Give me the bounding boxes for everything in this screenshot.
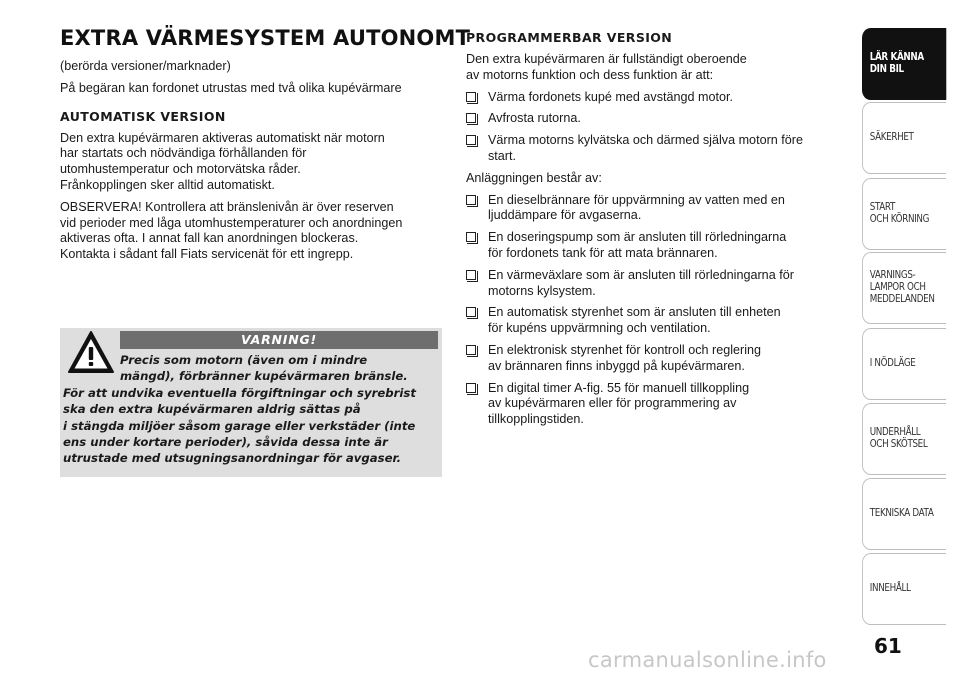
- checkbox-bullet-icon: [466, 307, 476, 317]
- list-item: Värma motorns kylvätska och därmed själva motorn före start.: [466, 133, 850, 165]
- list-item: En värmeväxlare som är ansluten till rörledningarna för motorns kylsystem.: [466, 268, 850, 300]
- intro-affected-versions: (berörda versioner/marknader): [60, 59, 231, 73]
- tab-tekniska-data[interactable]: TEKNISKA DATA: [862, 478, 946, 550]
- automatic-paragraph: Den extra kupévärmaren aktiveras automatiskt när motorn har startats och nödvändiga förhållanden för utomhustemperatur och motorvätska råder. Frånkopplingen sker alltid automatiskt.: [60, 130, 385, 192]
- warning-line-2: mängd), förbränner kupévärmaren bränsle.: [120, 369, 408, 384]
- page-title: EXTRA VÄRMESYSTEM AUTONOMT: [60, 26, 471, 50]
- list-item: En digital timer A-fig. 55 för manuell tillkoppling av kupévärmaren eller för programmering av tillkopplingstiden.: [466, 381, 850, 428]
- function-list: [466, 90, 850, 165]
- checkbox-bullet-icon: [466, 113, 476, 123]
- warning-rest: För att undvika eventuella förgiftningar och syrebrist ska den extra kupévärmaren aldrig sättas på i stängda miljöer såsom garage eller verkstäder (inte ens under kortare perioder), såvida dessa inte är utrustade med utsugningsanordningar för avgaser.: [63, 385, 416, 466]
- tab-underhall-och-skotsel[interactable]: UNDERHÅLL OCH SKÖTSEL: [862, 403, 946, 475]
- warning-line-1: Precis som motorn (även om i mindre: [120, 353, 368, 367]
- checkbox-bullet-icon: [466, 270, 476, 280]
- checkbox-bullet-icon: [466, 232, 476, 242]
- list-item: En elektronisk styrenhet för kontroll och reglering av brännaren finns inbyggd på kupévärmaren.: [466, 343, 850, 375]
- tab-innehall[interactable]: INNEHÅLL: [862, 553, 946, 625]
- list-item: En automatisk styrenhet som är ansluten till enheten för kupéns uppvärmning och ventilation.: [466, 305, 850, 337]
- warning-text: [63, 352, 441, 467]
- list-item: Värma fordonets kupé med avstängd motor.: [466, 90, 850, 106]
- programmable-intro: Den extra kupévärmaren är fullständigt oberoende av motorns funktion och dess funktion är att:: [466, 52, 747, 82]
- watermark: carmanualsonline.info: [588, 648, 827, 672]
- checkbox-bullet-icon: [466, 92, 476, 102]
- section-heading-automatic: AUTOMATISK VERSION: [60, 108, 226, 124]
- checkbox-bullet-icon: [466, 383, 476, 393]
- page-number: 61: [874, 634, 902, 658]
- warning-banner: VARNING!: [120, 331, 438, 349]
- tab-i-nodlage[interactable]: I NÖDLÄGE: [862, 328, 946, 400]
- tab-start-och-korning[interactable]: START OCH KÖRNING: [862, 178, 946, 250]
- components-list: [466, 193, 850, 428]
- chapter-sidebar: [862, 0, 960, 677]
- right-column: [466, 30, 850, 434]
- checkbox-bullet-icon: [466, 195, 476, 205]
- tab-lar-kanna-din-bil[interactable]: LÄR KÄNNA DIN BIL: [862, 28, 946, 100]
- section-heading-programmable: PROGRAMMERBAR VERSION: [466, 30, 673, 45]
- list-item: Avfrosta rutorna.: [466, 111, 850, 127]
- warning-box: [60, 328, 442, 477]
- note-paragraph: OBSERVERA! Kontrollera att bränslenivån är över reserven vid perioder med låga utomhustemperaturer och anordningen aktiveras ofta. I annat fall kan anordningen blockeras. Kontakta i sådant fall Fiats servicenät för ett ingrepp.: [60, 199, 403, 262]
- tab-sakerhet[interactable]: SÄKERHET: [862, 102, 946, 174]
- list-item: En doseringspump som är ansluten till rörledningarna för fordonets tank för att mata brännaren.: [466, 230, 850, 262]
- intro-two-heaters: På begäran kan fordonet utrustas med två olika kupévärmare: [60, 80, 402, 95]
- tab-varningslampor[interactable]: VARNINGS- LAMPOR OCH MEDDELANDEN: [862, 252, 946, 324]
- checkbox-bullet-icon: [466, 135, 476, 145]
- checkbox-bullet-icon: [466, 345, 476, 355]
- left-column: [60, 26, 471, 269]
- list-item: En dieselbrännare för uppvärmning av vatten med en ljuddämpare för avgaserna.: [466, 193, 850, 225]
- components-intro: Anläggningen består av:: [466, 170, 602, 185]
